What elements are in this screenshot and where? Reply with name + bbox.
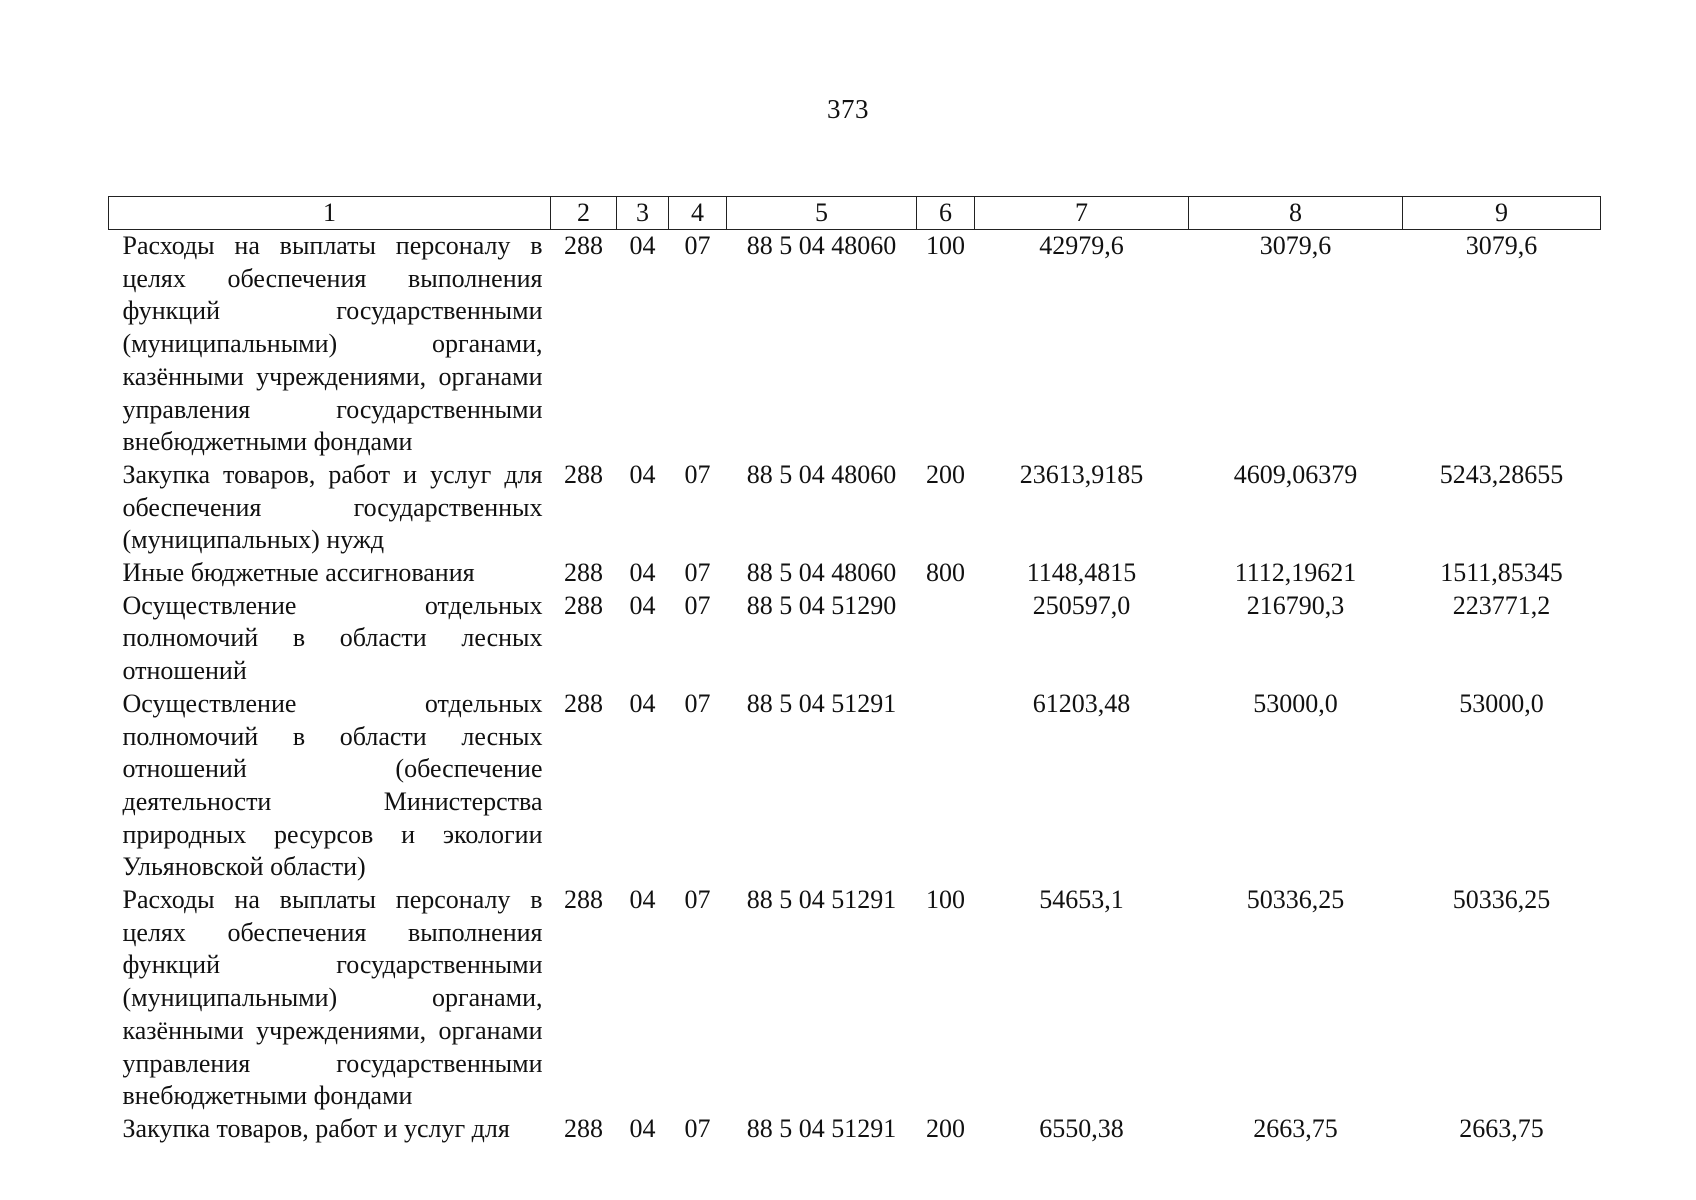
amount-col9: 2663,75 [1459,1113,1544,1143]
section-code: 04 [629,1113,656,1143]
subsection-code: 07 [684,590,711,620]
target-article-code: 88 5 04 48060 [746,231,897,260]
column-header: 8 [1189,197,1403,230]
table-row [109,1113,1601,1146]
amount-col8: 50336,25 [1246,885,1345,915]
ministry-code: 288 [564,688,603,718]
subsection-code: 07 [684,558,711,588]
expense-type-code [917,590,975,688]
expense-type-code: 100 [926,885,965,915]
expense-type-code: 200 [926,459,965,489]
ministry-code: 288 [564,231,603,260]
section-code: 04 [629,688,656,718]
amount-col9: 3079,6 [1465,231,1538,260]
column-header: 2 [551,197,617,230]
amount-col9: 53000,0 [1459,688,1544,718]
expense-type-code: 100 [926,231,965,260]
expense-type-code: 200 [926,1113,965,1143]
subsection-code: 07 [684,688,711,718]
expense-name: Расходы на выплаты персоналу в целях обеспечения выполнения функций государственными (муниципальными) органами, казёнными учреждениями, органами управления государственными внебюджетными фондами [122,231,543,457]
amount-col7: 61203,48 [1032,688,1131,718]
amount-col9: 50336,25 [1452,885,1551,915]
section-code: 04 [629,459,656,489]
column-header: 6 [917,197,975,230]
amount-col8: 216790,3 [1246,590,1345,620]
amount-col7: 23613,9185 [1019,459,1144,489]
subsection-code: 07 [684,459,711,489]
expense-name: Расходы на выплаты персоналу в целях обеспечения выполнения функций государственными (муниципальными) органами, казёнными учреждениями, органами управления государственными внебюджетными фондами [122,885,543,1111]
column-header: 1 [109,197,551,230]
amount-col9: 5243,28655 [1439,459,1564,489]
target-article-code: 88 5 04 51291 [746,885,897,915]
amount-col8: 3079,6 [1259,231,1332,260]
expense-name: Закупка товаров, работ и услуг для обеспечения государственных (муниципальных) нужд [122,459,543,555]
budget-table [108,196,1601,1146]
subsection-code: 07 [684,885,711,915]
table-row [109,688,1601,884]
subsection-code: 07 [684,1113,711,1143]
table-row [109,230,1601,459]
ministry-code: 288 [564,885,603,915]
table-row [109,884,1601,1113]
expense-name: Осуществление отдельных полномочий в области лесных отношений [122,590,543,686]
section-code: 04 [629,590,656,620]
column-header: 3 [617,197,669,230]
section-code: 04 [629,885,656,915]
ministry-code: 288 [564,1113,603,1143]
ministry-code: 288 [564,590,603,620]
ministry-code: 288 [564,558,603,588]
target-article-code: 88 5 04 51291 [746,1113,897,1143]
table-row [109,459,1601,557]
expense-name: Осуществление отдельных полномочий в области лесных отношений (обеспечение деятельности Министерства природных ресурсов и экологии Ульяновской области) [122,688,543,882]
expense-type-code: 800 [926,558,965,588]
amount-col7: 54653,1 [1039,885,1124,915]
amount-col7: 250597,0 [1032,590,1131,620]
target-article-code: 88 5 04 51290 [746,590,897,620]
column-header: 7 [975,197,1189,230]
amount-col7: 1148,4815 [1026,558,1137,588]
amount-col7: 6550,38 [1039,1113,1124,1143]
column-header: 9 [1403,197,1601,230]
amount-col8: 4609,06379 [1233,459,1358,489]
expense-name: Иные бюджетные ассигнования [122,558,475,588]
amount-col8: 2663,75 [1253,1113,1338,1143]
subsection-code: 07 [684,231,711,260]
amount-col8: 1112,19621 [1234,558,1357,588]
amount-col7: 42979,6 [1039,231,1124,260]
section-code: 04 [629,231,656,260]
ministry-code: 288 [564,459,603,489]
column-header: 4 [669,197,727,230]
table-row [109,590,1601,688]
target-article-code: 88 5 04 51291 [746,688,897,718]
target-article-code: 88 5 04 48060 [746,558,897,588]
page-number: 373 [827,94,869,124]
table-header-row [109,197,1601,230]
expense-name: Закупка товаров, работ и услуг для [122,1113,510,1143]
amount-col9: 223771,2 [1452,590,1551,620]
column-header: 5 [727,197,917,230]
table-row [109,557,1601,590]
target-article-code: 88 5 04 48060 [746,459,897,489]
section-code: 04 [629,558,656,588]
expense-type-code [917,688,975,884]
amount-col9: 1511,85345 [1440,558,1563,588]
amount-col8: 53000,0 [1253,688,1338,718]
